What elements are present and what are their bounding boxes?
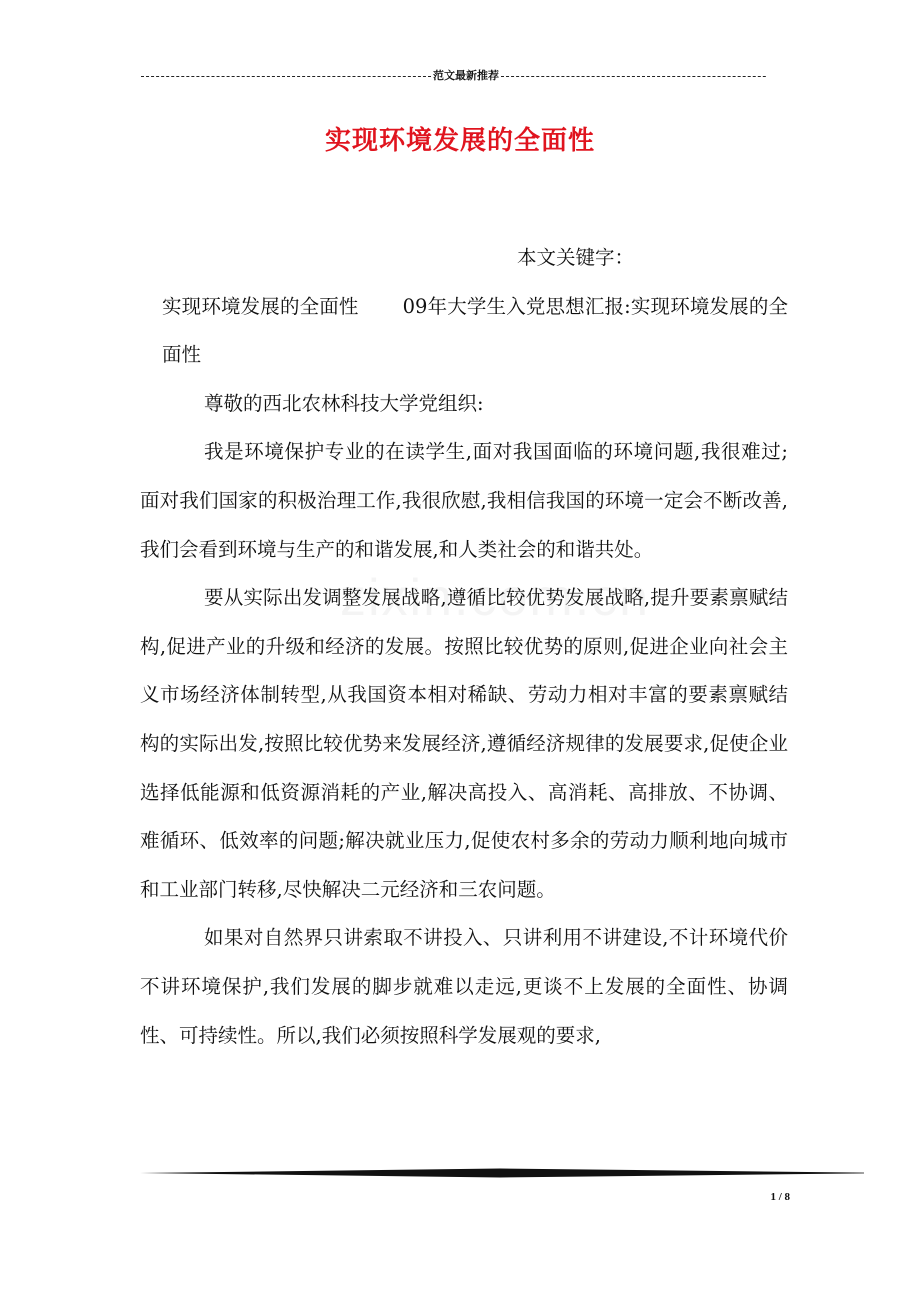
keywords-label: 本文关键字： — [517, 246, 635, 269]
header-label: 范文最新推荐 — [433, 69, 499, 82]
keyword-item: 09年大学生入党思想汇报:实现环境发展的全面性 — [162, 294, 788, 367]
paragraph: 要从实际出发调整发展战略,遵循比较优势发展战略,提升要素禀赋结构,促进产业的升级和经济的发展。按照比较优势的原则,促进企业向社会主义市场经济体制转型,从我国资本相对稀缺、劳动力相对丰富的要素禀赋结构的实际出发,按照比较优势来发展经济,遵循经济规律的发展要求,促使企业选择低能源和低资源消耗的产业,解决高投入、高消耗、高排放、不协调、难循环、低效率的问题;解决就业压力,促使农村多余的劳动力顺利地向城市和工业部门转移,尽快解决二元经济和三农问题。 — [140, 586, 788, 901]
keyword-item: 实现环境发展的全面性 — [162, 294, 359, 318]
header-dash-left — [141, 76, 431, 77]
document-title: 实现环境发展的全面性 — [324, 126, 595, 156]
page-header — [139, 69, 767, 84]
header-dash-right — [501, 76, 767, 77]
keywords-line — [140, 283, 788, 380]
page-number: 1 / 8 — [770, 1191, 790, 1203]
paragraph: 我是环境保护专业的在读学生,面对我国面临的环境问题,我很难过;面对我们国家的积极治理工作,我很欣慰,我相信我国的环境一定会不断改善,我们会看到环境与生产的和谐发展,和人类社会的和谐共处。 — [140, 440, 788, 561]
paragraph: 如果对自然界只讲索取不讲投入、只讲利用不讲建设,不计环境代价不讲环境保护,我们发展的脚步就难以走远,更谈不上发展的全面性、协调性、可持续性。所以,我们必须按照科学发展观的要求, — [140, 926, 788, 1047]
salutation: 尊敬的西北农林科技大学党组织: — [204, 391, 484, 415]
footer-rule — [140, 1168, 864, 1178]
document-body — [140, 234, 788, 1060]
